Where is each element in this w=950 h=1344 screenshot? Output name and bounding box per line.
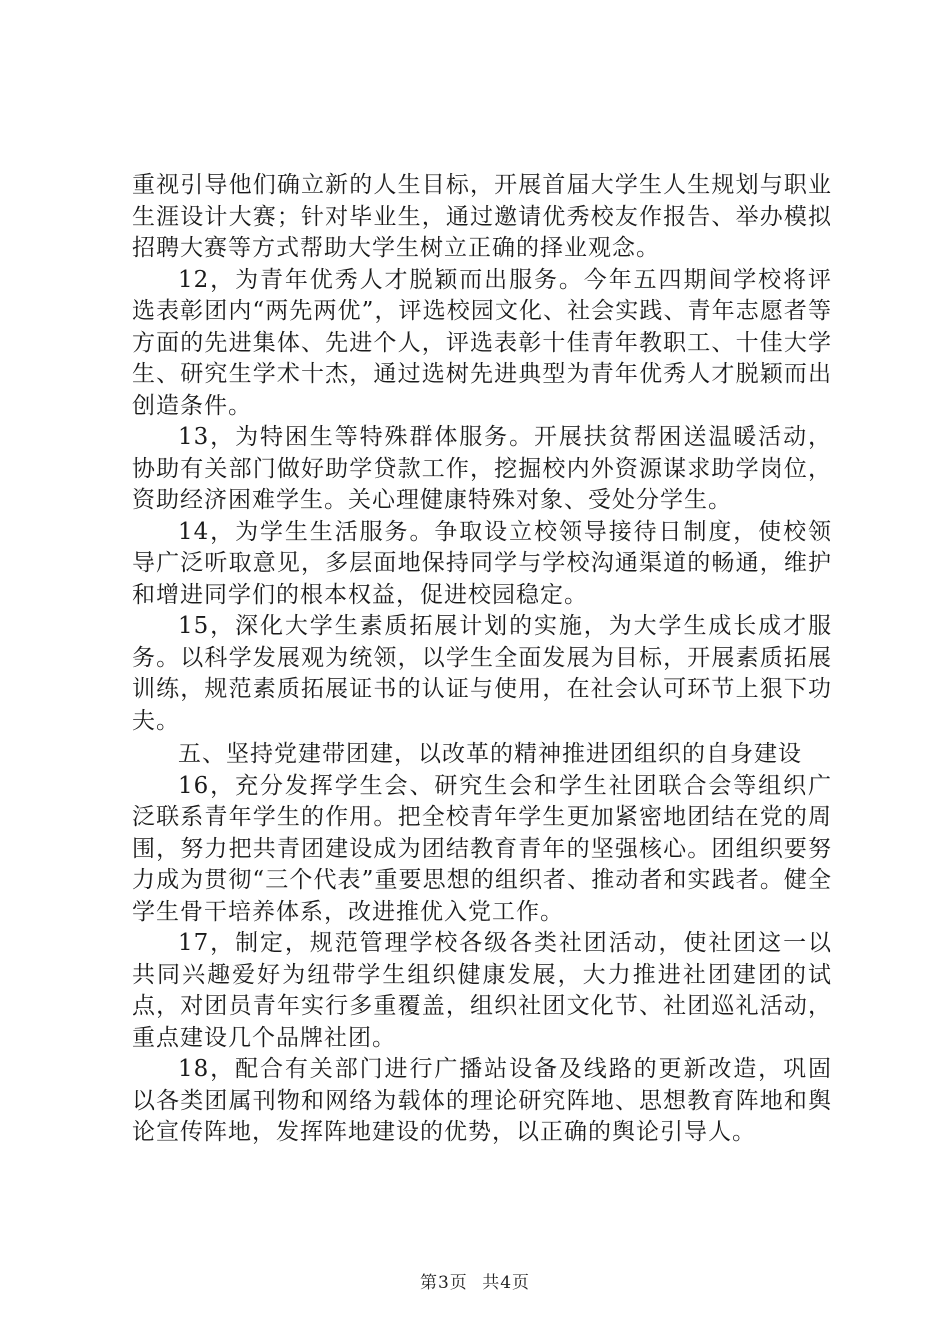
paragraph-item-15: 15，深化大学生素质拓展计划的实施，为大学生成长成才服务。以科学发展观为统领，以学生全面发展为目标，开展素质拓展训练，规范素质拓展证书的认证与使用，在社会认可环节上狠下功夫。 [132, 613, 832, 734]
page-number: 第3页 [419, 1273, 468, 1293]
page-footer [0, 1268, 950, 1293]
paragraph-item-12: 12，为青年优秀人才脱颖而出服务。今年五四期间学校将评选表彰团内“两先两优”，评选校园文化、社会实践、青年志愿者等方面的先进集体、先进个人，评选表彰十佳青年教职工、十佳大学生、研究生学术十杰，通过选树先进典型为青年优秀人才脱颖而出创造条件。 [132, 266, 832, 419]
paragraph-item-13: 13，为特困生等特殊群体服务。开展扶贫帮困送温暖活动，协助有关部门做好助学贷款工作，挖掘校内外资源谋求助学岗位，资助经济困难学生。关心理健康特殊对象、受处分学生。 [132, 424, 832, 513]
paragraph-item-18: 18，配合有关部门进行广播站设备及线路的更新改造，巩固以各类团属刊物和网络为载体的理论研究阵地、思想教育阵地和舆论宣传阵地，发挥阵地建设的优势，以正确的舆论引导人。 [132, 1056, 832, 1145]
paragraph-item-16: 16，充分发挥学生会、研究生会和学生社团联合会等组织广泛联系青年学生的作用。把全校青年学生更加紧密地团结在党的周围，努力把共青团建设成为团结教育青年的坚强核心。团组织要努力成为贯彻“三个代表”重要思想的组织者、推动者和实践者。健全学生骨干培养体系，改进推优入党工作。 [132, 772, 832, 925]
paragraph-item-17: 17，制定，规范管理学校各级各类社团活动，使社团这一以共同兴趣爱好为纽带学生组织健康发展，大力推进社团建团的试点，对团员青年实行多重覆盖，组织社团文化节、社团巡礼活动，重点建设几个品牌社团。 [132, 930, 832, 1051]
paragraph-continuation: 重视引导他们确立新的人生目标，开展首届大学生人生规划与职业生涯设计大赛；针对毕业生，通过邀请优秀校友作报告、举办模拟招聘大赛等方式帮助大学生树立正确的择业观念。 [132, 172, 832, 261]
paragraph-item-14: 14，为学生生活服务。争取设立校领导接待日制度，使校领导广泛听取意见，多层面地保持同学与学校沟通渠道的畅通，维护和增进同学们的根本权益，促进校园稳定。 [132, 518, 832, 608]
section-heading-five: 五、坚持党建带团建，以改革的精神推进团组织的自身建设 [178, 741, 802, 767]
document-body [132, 170, 832, 1149]
page-total: 共4页 [482, 1273, 531, 1293]
